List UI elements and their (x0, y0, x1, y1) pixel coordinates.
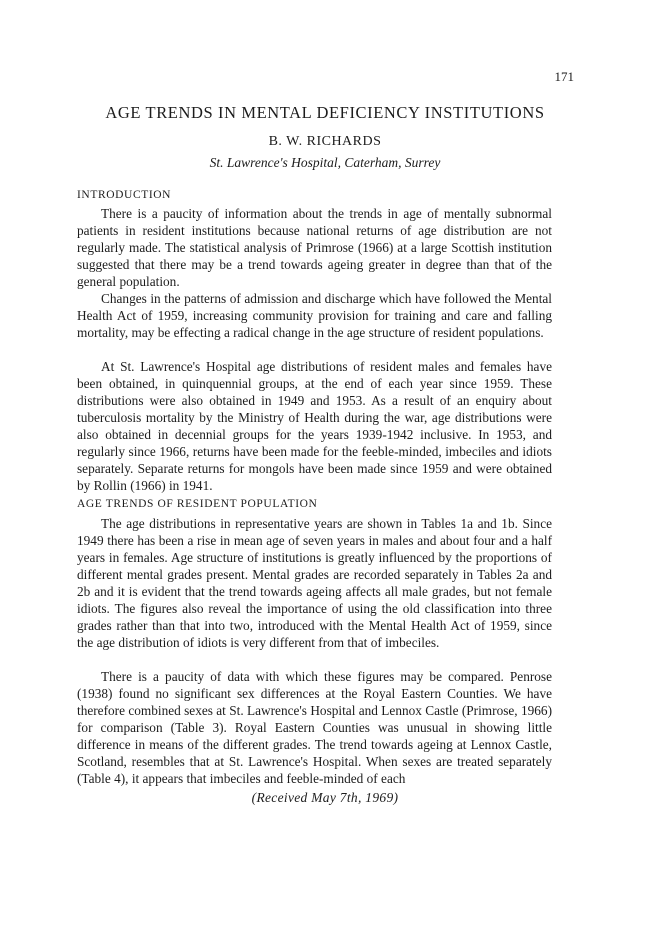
author-affiliation: St. Lawrence's Hospital, Caterham, Surrey (209, 155, 441, 170)
section-heading-introduction: INTRODUCTION (77, 189, 172, 201)
article-title: AGE TRENDS IN MENTAL DEFICIENCY INSTITUTIONS (105, 103, 545, 122)
received-date: (Received May 7th, 1969) (251, 790, 399, 805)
section-heading-age-trends: AGE TRENDS OF RESIDENT POPULATION (77, 498, 318, 510)
page-number: 171 (554, 69, 574, 84)
paragraph: Changes in the patterns of admission and discharge which have followed the Mental Health Act of 1959, increasing community provision for training and care and falling mortality, may be effecting a radical change in the age structure of resident populations. (77, 291, 552, 340)
paragraph: There is a paucity of information about the trends in age of mentally subnormal patients in resident institutions because national returns of age distribution are not regularly made. The statistical analysis of Primrose (1966) at a large Scottish institution suggested that there may be a trend towards ageing greater in degree than that of the general population. (77, 206, 552, 289)
paragraph: The age distributions in representative years are shown in Tables 1a and 1b. Since 1949 there has been a rise in mean age of seven years in males and about four and a half years in females. Age structure of institutions is greatly influenced by the proportions of different mental grades present. Mental grades are recorded separately in Tables 2a and 2b and it is evident that the trend towards ageing affects all male grades, but not female idiots. The figures also reveal the importance of using the old classification into three grades rather than that into two, introduced with the Mental Health Act of 1959, since the age distribution of idiots is very different from that of imbeciles. (77, 516, 552, 650)
author-name: B. W. RICHARDS (268, 134, 382, 149)
paragraph: At St. Lawrence's Hospital age distributions of resident males and females have been obtained, in quinquennial groups, at the end of each year since 1959. These distributions were also obtained in 1949 and 1953. As a result of an enquiry about tuberculosis mortality by the Ministry of Health during the war, age distributions were also obtained in decennial groups for the years 1939-1942 inclusive. In 1953, and regularly since 1966, returns have been made for the feeble-minded, imbeciles and idiots separately. Separate returns for mongols have been made since 1959 and were obtained by Rollin (1966) in 1941. (77, 359, 552, 493)
paragraph: There is a paucity of data with which these figures may be compared. Penrose (1938) found no significant sex differences at the Royal Eastern Counties. We have therefore combined sexes at St. Lawrence's Hospital and Lennox Castle (Primrose, 1966) for comparison (Table 3). Royal Eastern Counties was unusual in showing little difference in means of the different grades. The trend towards ageing at Lennox Castle, Scotland, resembles that at St. Lawrence's Hospital. When sexes are treated separately (Table 4), it appears that imbeciles and feeble-minded of each (77, 669, 552, 786)
